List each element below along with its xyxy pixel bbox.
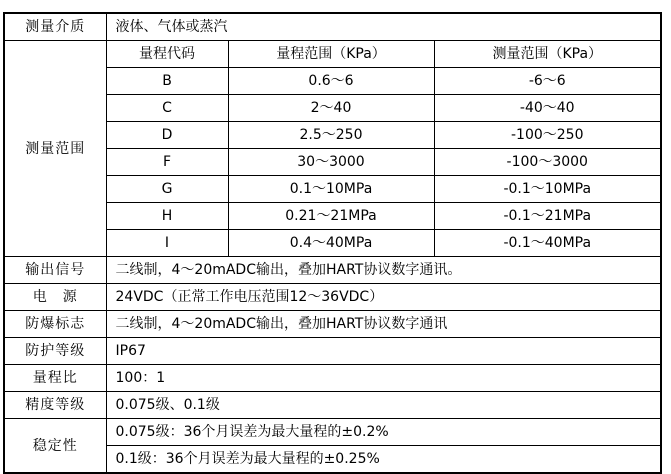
row-value-stability-1: 0.075级：36个月误差为最大量程的±0.2% <box>106 419 661 446</box>
row-label-range: 测量范围 <box>4 41 106 257</box>
range-measure: -0.1～21MPa <box>434 203 661 230</box>
row-medium <box>4 13 661 41</box>
row-label-power: 电 源 <box>4 284 106 311</box>
range-span: 0.1～10MPa <box>228 176 434 203</box>
row-output-signal <box>4 257 661 284</box>
range-span: 0.4～40MPa <box>228 230 434 257</box>
range-code: C <box>106 95 228 122</box>
row-turndown-ratio <box>4 365 661 392</box>
range-span: 0.6～6 <box>228 68 434 95</box>
range-measure: -100～250 <box>434 122 661 149</box>
row-explosion-proof <box>4 311 661 338</box>
row-label-explosion-proof: 防爆标志 <box>4 311 106 338</box>
row-label-medium: 测量介质 <box>4 13 106 41</box>
row-value-protection: IP67 <box>106 338 661 365</box>
row-value-medium: 液体、气体或蒸汽 <box>106 13 661 41</box>
row-label-protection: 防护等级 <box>4 338 106 365</box>
range-code: F <box>106 149 228 176</box>
range-code: D <box>106 122 228 149</box>
row-power <box>4 284 661 311</box>
range-header-row <box>4 41 661 68</box>
range-code: B <box>106 68 228 95</box>
spec-table <box>3 12 662 474</box>
range-measure: -0.1～40MPa <box>434 230 661 257</box>
row-label-accuracy: 精度等级 <box>4 392 106 419</box>
row-value-turndown-ratio: 100：1 <box>106 365 661 392</box>
range-measure: -0.1～10MPa <box>434 176 661 203</box>
row-label-stability: 稳定性 <box>4 419 106 474</box>
range-measure: -100～3000 <box>434 149 661 176</box>
range-span: 0.21～21MPa <box>228 203 434 230</box>
row-protection <box>4 338 661 365</box>
range-col-header-measure: 测量范围（KPa） <box>434 41 661 68</box>
range-span: 2～40 <box>228 95 434 122</box>
row-accuracy <box>4 392 661 419</box>
row-value-explosion-proof: 二线制，4～20mADC输出，叠加HART协议数字通讯 <box>106 311 661 338</box>
row-stability <box>4 419 661 446</box>
range-measure: -6～6 <box>434 68 661 95</box>
row-value-output-signal: 二线制，4～20mADC输出，叠加HART协议数字通讯。 <box>106 257 661 284</box>
row-value-power: 24VDC（正常工作电压范围12～36VDC） <box>106 284 661 311</box>
range-measure: -40～40 <box>434 95 661 122</box>
row-value-stability-2: 0.1级：36个月误差为最大量程的±0.25% <box>106 446 661 474</box>
range-code: G <box>106 176 228 203</box>
row-value-accuracy: 0.075级、0.1级 <box>106 392 661 419</box>
range-code: H <box>106 203 228 230</box>
range-col-header-code: 量程代码 <box>106 41 228 68</box>
range-code: I <box>106 230 228 257</box>
row-label-output-signal: 输出信号 <box>4 257 106 284</box>
row-label-turndown-ratio: 量程比 <box>4 365 106 392</box>
range-col-header-span: 量程范围（KPa） <box>228 41 434 68</box>
range-span: 30～3000 <box>228 149 434 176</box>
range-span: 2.5～250 <box>228 122 434 149</box>
